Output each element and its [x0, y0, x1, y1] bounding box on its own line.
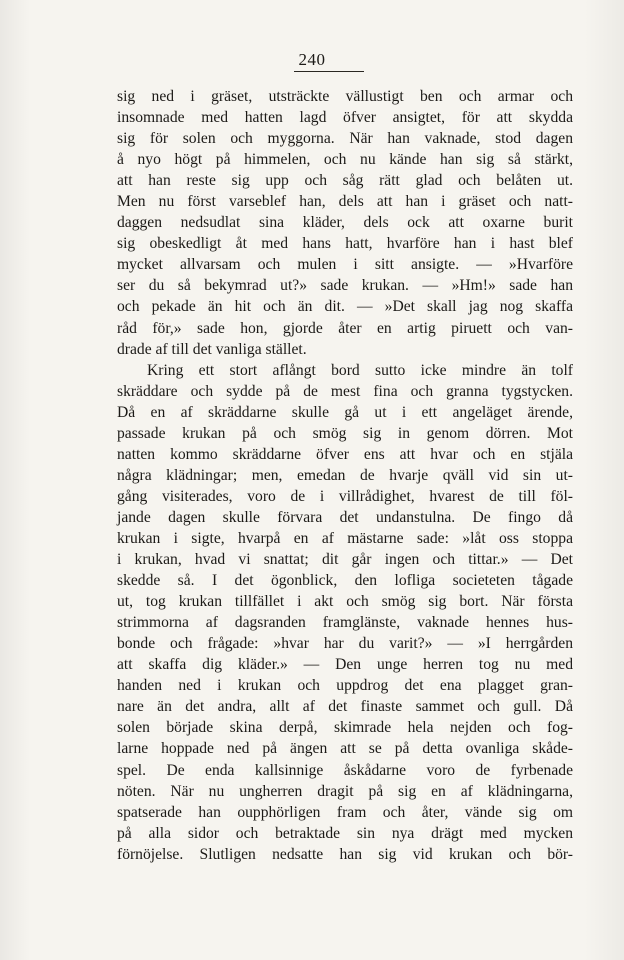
page-gutter-shadow: [0, 0, 30, 960]
text-line: jande dagen skulle förvara det undanstulna. De fingo då: [117, 508, 573, 526]
text-line: skedde så. I det ögonblick, den lofliga societeten tågade: [117, 572, 573, 590]
text-line: förnöjelse. Slutligen nedsatte han sig vid krukan och bör-: [117, 845, 573, 863]
page-number-rule: [294, 71, 364, 72]
text-line: skräddare och sydde på de mest fina och granna tygstycken.: [117, 382, 573, 400]
text-line: Men nu först varseblef han, dels att han i gräset och natt-: [117, 193, 573, 211]
text-line: passade krukan på och smög sig in genom dörren. Mot: [117, 424, 573, 442]
text-line: mycket allvarsam och mulen i sitt ansigte. — »Hvarföre: [117, 256, 573, 274]
text-line: sig ned i gräset, utsträckte vällustigt ben och armar och: [117, 88, 573, 105]
text-line: drade af till det vanliga stället.: [117, 340, 307, 358]
text-line: nare än det andra, allt af det finaste sammet och gull. Då: [117, 698, 573, 716]
text-line: råd för,» sade hon, gjorde åter en artig piruett och van-: [117, 319, 573, 337]
text-line: nöten. När nu ungherren dragit på sig en af klädningarna,: [117, 782, 573, 800]
text-line: solen började skina derpå, skimrade hela nejden och fog-: [117, 719, 573, 737]
text-line: sig obeskedligt åt med hans hatt, hvarföre han i hast blef: [117, 235, 573, 253]
text-line: några klädningar; men, emedan de hvarje qväll vid sin ut-: [117, 466, 573, 484]
text-line: gång visiterades, voro de i villrådighet, hvarest de till föl-: [117, 487, 573, 505]
text-line: spel. De enda kallsinnige åskådarne voro de fyrbenade: [117, 761, 573, 779]
text-line: sig för solen och myggorna. När han vaknade, stod dagen: [117, 130, 573, 148]
text-line: spatserade han oupphörligen fram och åter, vände sig om: [117, 803, 573, 821]
text-line: natten kommo skräddarne öfver ens att hvar och en stjäla: [117, 445, 573, 463]
text-line: strimmorna af dagsranden framglänste, vaknade hennes hus-: [117, 614, 573, 632]
body-text: [117, 86, 573, 865]
text-line: å nyo högt på himmelen, och nu kände han sig så stärkt,: [117, 151, 573, 169]
text-line: och pekade än hit och än dit. — »Det skall jag nog skaffa: [117, 298, 573, 316]
text-line: Då en af skräddarne skulle gå ut i ett angeläget ärende,: [117, 403, 573, 421]
text-line: handen ned i krukan och uppdrog det ena plagget gran-: [117, 677, 573, 695]
text-line: att skaffa dig kläder.» — Den unge herren tog nu med: [117, 656, 573, 674]
text-line: daggen nedsudlat sina kläder, dels ock att oxarne burit: [117, 214, 573, 232]
text-line: att han reste sig upp och såg rätt glad och belåten ut.: [117, 172, 573, 190]
text-line: ut, tog krukan tillfället i akt och smög sig bort. När första: [117, 593, 573, 611]
page-number: 240: [298, 50, 326, 69]
text-line: ser du så bekymrad ut?» sade krukan. — »Hm!» sade han: [117, 277, 573, 295]
page-edge-shadow: [584, 0, 624, 960]
text-line: krukan i sigte, hvarpå en af mästarne sade: »låt oss stoppa: [117, 529, 573, 547]
text-line: bonde och frågade: »hvar har du varit?» — »I herrgården: [117, 635, 573, 653]
text-line: i krukan, hvad vi snattat; dit går ingen och tittar.» — Det: [117, 551, 573, 569]
paragraph-1: [117, 86, 573, 360]
text-line: Kring ett stort aflångt bord sutto icke mindre än tolf: [147, 361, 573, 379]
text-line: på alla sidor och betraktade sin nya drägt med mycken: [117, 824, 573, 842]
text-line: larne hoppade ned på ängen att se på detta ovanliga skåde-: [117, 740, 573, 758]
text-line: insomnade med hatten lagd öfver ansigtet, för att skydda: [117, 109, 573, 127]
paragraph-2: [117, 360, 573, 865]
